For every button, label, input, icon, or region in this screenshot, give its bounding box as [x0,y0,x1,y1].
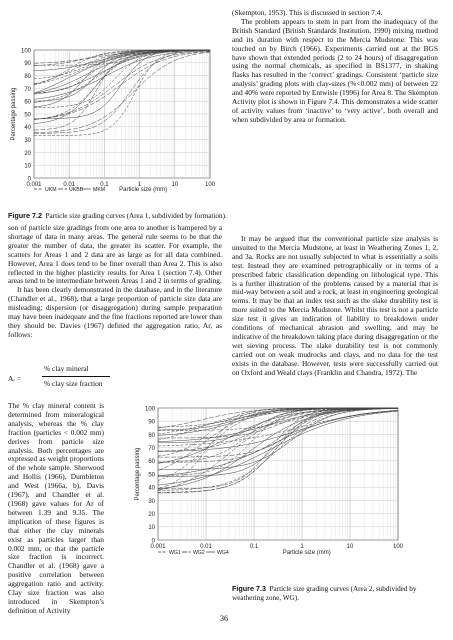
y-tick-label: 10 [148,525,155,532]
page-number: 36 [220,614,228,623]
legend-label: UKBB [69,187,84,193]
x-tick-label: 0.1 [249,544,259,550]
y-tick-label: 90 [24,61,31,68]
x-tick-label: 100 [392,544,404,550]
y-tick-label: 50 [148,472,155,479]
x-tick-label: 10 [171,182,179,188]
y-tick-label: 40 [148,485,155,492]
x-tick-label: 100 [204,182,216,188]
figure-7-3-chart [110,398,410,566]
left-col-paragraph-1: son of particle size gradings from one area to another is hampered by a shortage of data in many areas. The general rule seems to be that the greater the number of data, the greater its scatter. For example, the scatters for Areas 1 and 2 data are as large as for all data combined. However, Area 1 does tend to be finer overall than Area 2. This is also reflected in the higher plasticity results for Area 1 (section 7.4). Other areas tend to be intermediate between Areas 1 and 2 in terms of grading. [8,223,222,286]
figure-7-2-svg [0,42,222,200]
y-tick-label: 50 [24,112,31,119]
y-tick-label: 10 [24,163,31,170]
legend-label: WG4 [217,550,229,556]
y-axis-label: Percentage passing [135,447,141,501]
left-column-text [8,224,222,340]
figure-7-3-caption [232,584,447,603]
figure-7-2-label: Figure 7.2 [8,211,42,220]
x-tick-label: 0.001 [150,544,166,550]
y-tick-label: 30 [148,498,155,505]
equation-lhs: Aᵣ = [8,374,22,383]
y-tick-label: 80 [148,432,155,439]
y-tick-label: 100 [144,406,155,413]
y-tick-label: 100 [20,48,31,55]
y-tick-label: 90 [148,419,155,426]
figure-7-2-chart [0,42,222,200]
x-tick-label: 0.1 [100,182,109,188]
right-col-paragraph-2-block [232,235,438,378]
figure-7-2-caption-text: Particle size grading curves (Area 1, subdivided by formation). [45,212,227,220]
legend-label: WG2 [193,550,205,556]
figure-7-3-caption-text: Particle size grading curves (Area 2, subdivided by weathering zone, WG). [232,585,417,602]
y-tick-label: 70 [24,86,31,93]
y-tick-label: 0 [27,176,31,183]
y-tick-label: 80 [24,74,31,80]
y-tick-label: 20 [148,512,155,518]
y-tick-label: 60 [148,459,155,466]
y-tick-label: 30 [24,138,31,144]
left-column-lower [8,402,104,616]
right-column-top [232,9,438,125]
y-tick-label: 40 [24,125,31,132]
aggregation-ratio-equation [8,364,222,396]
x-tick-label: 1 [300,544,304,550]
x-tick-label: 0.01 [63,182,76,188]
right-col-paragraph-1: The problem appears to stem in part from the inadequacy of the British Standard (British Standards Institution, 1990) mixing method and its duration with respect to the Mercia Mudstone. This was touched on by Birch (1966). Experiments carried out at the BGS have shown that extended periods (2 to 24 hours) of disaggregation using the normal chemicals, as specified in BS1377, in shaking flasks has resulted in the ‘correct’ gradings. Consistent ‘particle size analysis’ grading plots with clay-sizes (%<0.002 mm) of between 22 and 40% were reported by Entwisle (1996) for Area 8. The Skempton Activity plot is shown in Figure 7.4. This demonstrates a wide scatter of activity values from ‘inactive’ to ‘very active’, both overall and when subdivided by area or formation. [232,16,438,124]
figure-7-3-svg [110,398,410,566]
y-tick-label: 20 [24,150,31,157]
y-tick-label: 0 [151,538,155,545]
right-col-paragraph-2: It may be argued that the conventional particle size analysis is unsuited to the Mercia Mudstone, at least in Weathering Zones 1, 2, and 3a. Rocks are not usually subjected to what is essentially a soils test. Instead they are examined petrographically or in terms of a prescribed fabric classification depending on lithological type. This is a further illustration of the problems caused by a material that is mid-way between a soil and a rock, at least in engineering geological terms. It may be that an index test such as the slake durability test is more suited to the Mercia Mudstone. Whilst this test is not a particle size test it gives an indication of liability to breakdown under conditions of mechanical abrasion and swelling, and may be indicative of the breakdown taking place during disaggregation or the wet sieving process. The slake durability test is not commonly carried out on weak mudrocks and clays, and no data for the test exists in the database. However, tests were successfully carried out on Oxford and Weald clays (Franklin and Chandra, 1972). The [232,234,438,377]
x-tick-label: 0.001 [26,182,42,188]
right-col-intro: (Skempton, 1953). This is discussed in section 7.4. [232,8,383,17]
x-axis-label: Particle size (mm) [119,187,168,193]
x-tick-label: 0.01 [200,544,212,550]
left-col-paragraph-3: The % clay mineral content is determined from mineralogical analysis, whereas the % clay fraction (particles < 0.002 mm) derives from particle size analysis. Both percentages are expressed as weight proportions of the whole sample. Sherwood and Hollis (1966), Dumbleton and West (1966a, b), Davis (1967), and Chandler et al. (1968) gave values for Ar of between 1.39 and 9.35. The implication of these figures is that either the clay minerals exist as particles larger than 0.002 mm, or that the particle size fraction is incorrect. Chandler et al. (1968) gave a positive correlation between aggregation ratio and activity. Clay size fraction was also introduced in Skempton’s definition of Activity [8,401,104,615]
x-tick-label: 10 [346,544,354,550]
legend-label: WG1 [169,550,181,556]
legend-label: UKM [45,187,57,193]
x-axis-label: Particle size (mm) [282,550,331,556]
x-tick-label: 1 [137,182,142,188]
equation-denominator: % clay size fraction [44,379,103,388]
y-tick-label: 60 [24,99,31,106]
left-col-paragraph-2: It has been clearly demonstrated in the database, and in the literature (Chandler et al., 1968), that a large proportion of particle size data are misleading; dispersion (or disaggregation) during sample preparation may have been inadequate and the fine fractions reported are lower than they should be. Davies (1967) defined the aggregation ratio, Ar, as follows: [8,285,222,339]
legend-label: MKM [93,187,106,193]
figure-7-2-caption [8,211,308,221]
equation-fraction-bar [42,376,110,377]
equation-numerator: % clay mineral [44,364,89,373]
y-tick-label: 70 [148,446,155,452]
figure-7-3-label: Figure 7.3 [232,584,266,593]
y-axis-label: Percentage passing [11,87,17,141]
